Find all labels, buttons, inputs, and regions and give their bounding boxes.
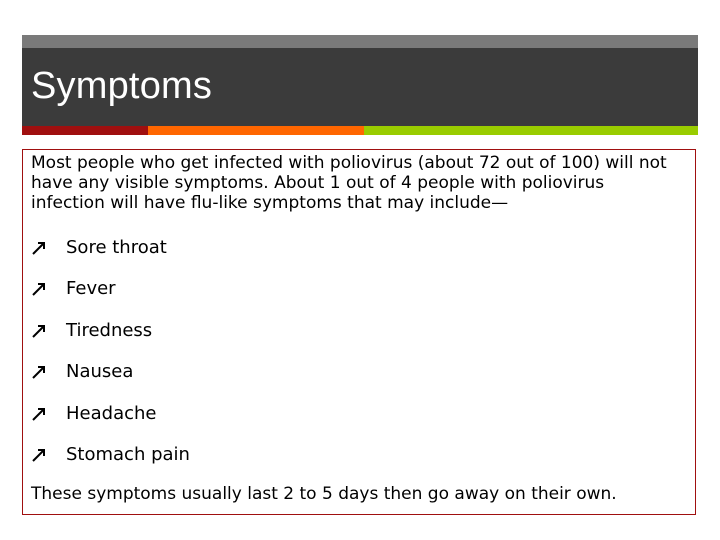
list-item [31,277,190,318]
content-box [22,149,696,515]
accent-bar-orange [148,126,364,135]
arrow-bullet-icon [31,319,66,339]
accent-bar-green [364,126,698,135]
outro-text: These symptoms usually last 2 to 5 days then go away on their own. [31,484,617,504]
list-item-label: Sore throat [66,237,167,258]
list-item [31,402,190,443]
list-item-label: Headache [66,402,157,424]
arrow-bullet-icon [31,402,66,422]
intro-text: Most people who get infected with poliovirus (about 72 out of 100) will not have any visible symptoms. About 1 out of 4 people with poliovirus infection will have flu-like symptoms that may include— [31,153,667,213]
arrow-bullet-icon [31,443,66,463]
list-item-label: Stomach pain [66,443,190,465]
accent-bar-red [22,126,148,135]
list-item [31,443,190,484]
list-item [31,236,190,277]
symptom-list [31,236,190,484]
page-title: Symptoms [31,65,213,107]
list-item [31,319,190,360]
list-item-label: Nausea [66,361,134,383]
list-item-label: Fever [66,278,116,300]
list-item [31,360,190,401]
list-item-label: Tiredness [66,319,153,341]
arrow-bullet-icon [31,277,66,297]
title-bar [22,48,698,126]
arrow-bullet-icon [31,236,66,256]
arrow-bullet-icon [31,360,66,380]
top-strip [22,35,698,48]
